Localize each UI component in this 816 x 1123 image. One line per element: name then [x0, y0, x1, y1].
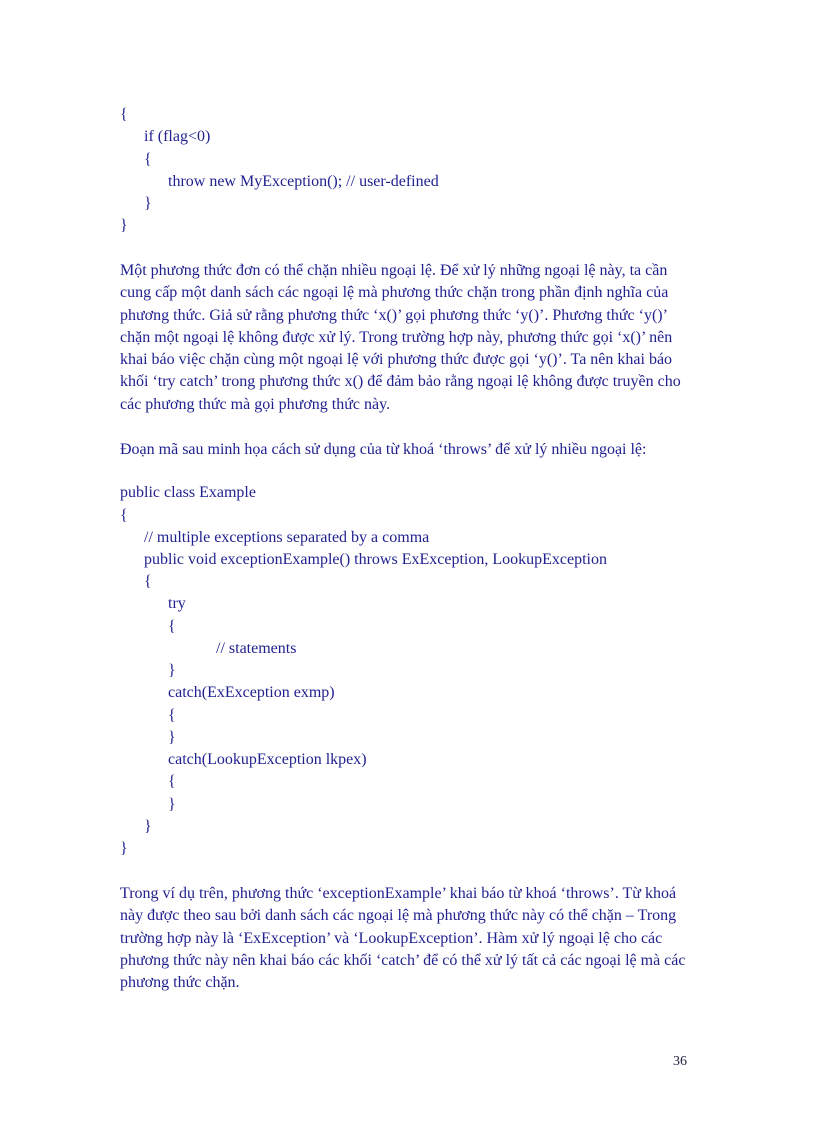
code-line: throw new MyException(); // user-defined	[168, 173, 439, 190]
code-line: catch(ExException exmp)	[168, 684, 335, 701]
code-line: // statements	[216, 640, 297, 657]
code-line: }	[168, 662, 176, 679]
code-line: {	[120, 106, 128, 123]
paragraph-2	[120, 439, 700, 461]
paragraph-3	[120, 883, 700, 994]
code-line: try	[168, 595, 186, 612]
code-line: }	[120, 840, 128, 857]
code-line: {	[168, 773, 176, 790]
code-line: }	[144, 195, 152, 212]
code-line: {	[144, 151, 152, 168]
paragraph-1	[120, 260, 700, 416]
code-line: }	[168, 796, 176, 813]
code-line: }	[168, 729, 176, 746]
paragraph-text: Một phương thức đơn có thể chặn nhiều ngoại lệ. Để xử lý những ngoại lệ này, ta cần cung cấp một danh sách các ngoại lệ mà phương thức chặn trong phần định nghĩa của phương thức. Giả sử rằng phương thức ‘x()’ gọi phương thức ‘y()’. Phương thức ‘y()’ chặn một ngoại lệ không được xử lý. Trong trường hợp này, phương thức gọi ‘x()’ nên khai báo việc chặn cùng một ngoại lệ với phương thức được gọi ‘y()’. Ta nên khai báo khối ‘try catch’ trong phương thức x() để đảm bảo rằng ngoại lệ không được truyền cho các phương thức mà gọi phương thức này.	[120, 262, 681, 413]
code-line: public class Example	[120, 484, 256, 501]
code-line: if (flag<0)	[144, 128, 211, 145]
code-line: {	[120, 507, 128, 524]
page-number: 36	[673, 1054, 687, 1069]
code-line: public void exceptionExample() throws ExException, LookupException	[144, 551, 607, 568]
code-line: // multiple exceptions separated by a comma	[144, 529, 430, 546]
paragraph-text: Đoạn mã sau minh họa cách sử dụng của từ khoá ‘throws’ để xử lý nhiều ngoại lệ:	[120, 441, 647, 458]
code-line: catch(LookupException lkpex)	[168, 751, 367, 768]
code-line: {	[168, 707, 176, 724]
paragraph-text: Trong ví dụ trên, phương thức ‘exceptionExample’ khai báo từ khoá ‘throws’. Từ khoá này được theo sau bởi danh sách các ngoại lệ mà phương thức này có thể chặn – Trong trường hợp này là ‘ExException’ và ‘LookupException’. Hàm xử lý ngoại lệ cho các phương thức này nên khai báo các khối ‘catch’ để có thể xử lý tất cả các ngoại lệ mà các phương thức chặn.	[120, 885, 686, 992]
code-line: {	[168, 618, 176, 635]
code-line: }	[144, 818, 152, 835]
code-line: {	[144, 573, 152, 590]
code-line: }	[120, 217, 128, 234]
